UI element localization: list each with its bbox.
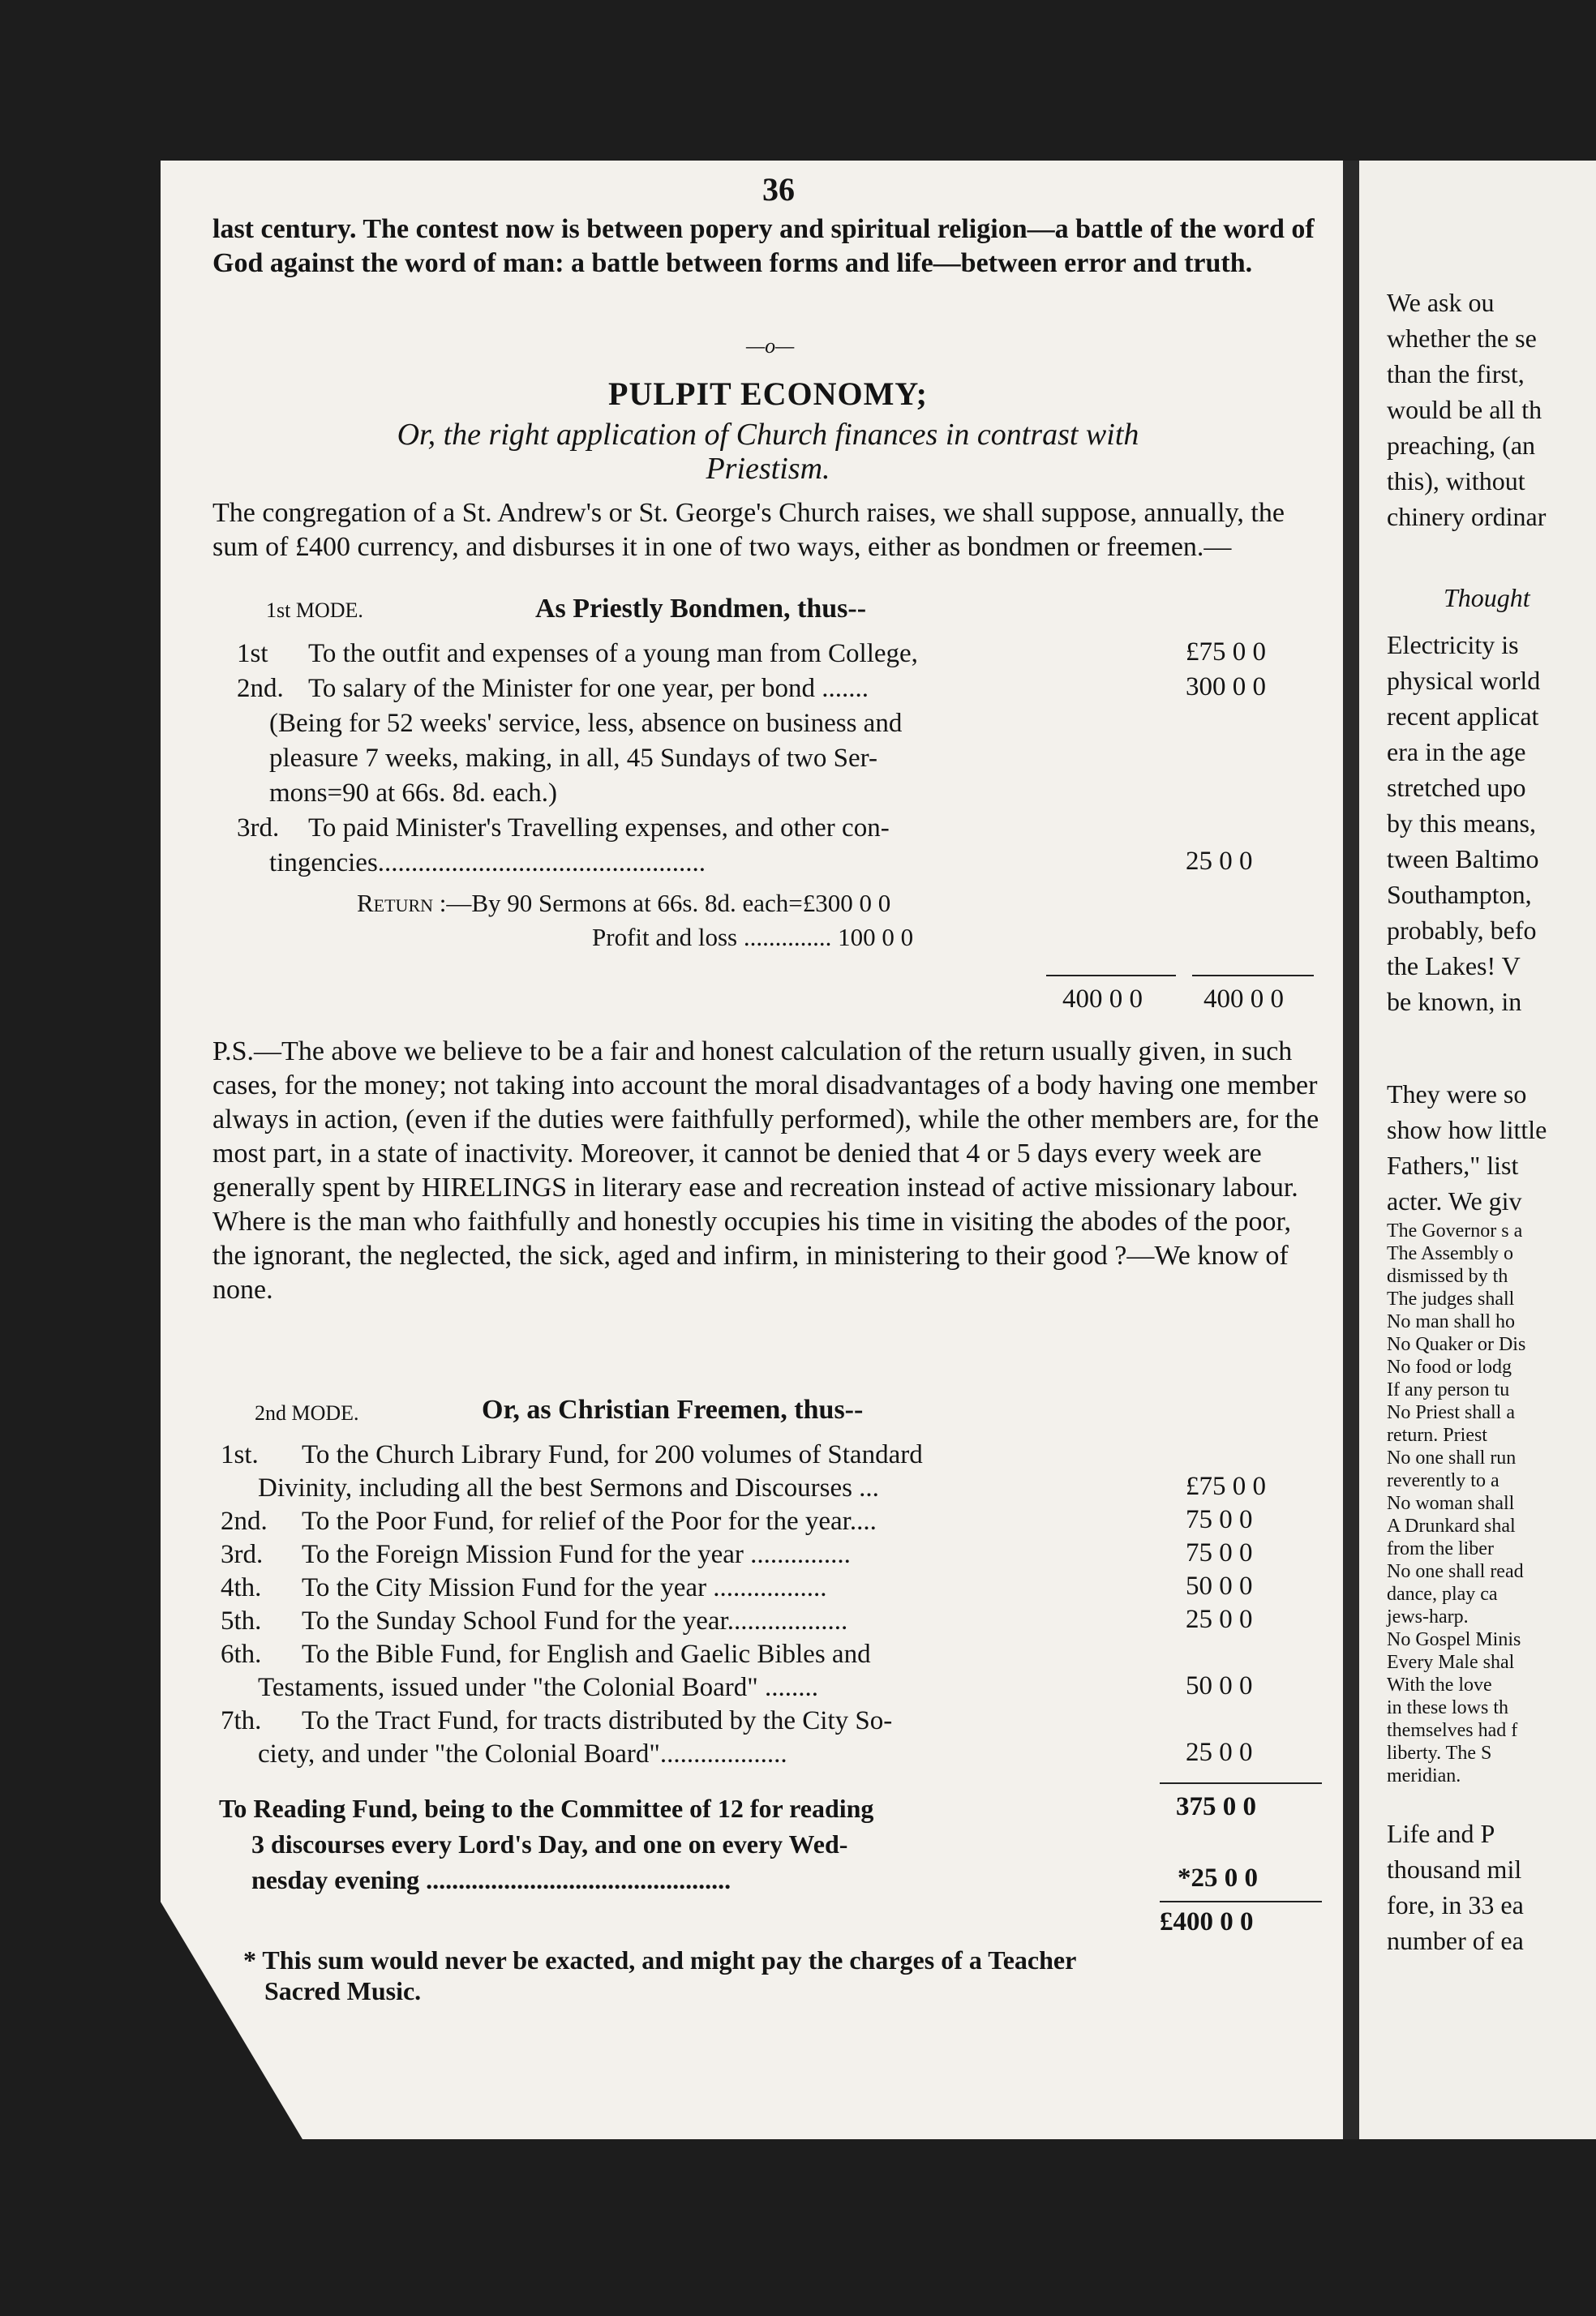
adjacent-small-line: If any person tu — [1387, 1379, 1510, 1400]
ledger-item-number: 5th. — [221, 1606, 262, 1636]
adjacent-small-line: Every Male shal — [1387, 1652, 1515, 1673]
footnote-line-2: Sacred Music. — [264, 1976, 422, 2005]
adjacent-small-line: No woman shall — [1387, 1493, 1515, 1514]
ledger-item-text: To the Poor Fund, for relief of the Poor for the year.... — [302, 1507, 877, 1536]
adjacent-small-line: No Quaker or Dis — [1387, 1334, 1526, 1355]
adjacent-heading: Thought — [1444, 583, 1530, 612]
adjacent-text-line: be known, in — [1387, 987, 1522, 1016]
adjacent-text-line: fore, in 33 ea — [1387, 1890, 1524, 1919]
ledger-item-text: To paid Minister's Travelling expenses, and other con- — [308, 813, 890, 843]
mode1-total-left: 400 0 0 — [1062, 984, 1143, 1014]
adjacent-text-line: physical world — [1387, 666, 1541, 695]
mode2-title: Or, as Christian Freemen, thus-- — [482, 1395, 864, 1425]
footnote-line-1: * This sum would never be exacted, and might pay the charges of a Teacher — [243, 1945, 1077, 1975]
ledger-item-text: To the Bible Fund, for English and Gaelic Bibles and — [302, 1640, 871, 1669]
ledger-rule — [1160, 1782, 1322, 1784]
adjacent-small-line: reverently to a — [1387, 1470, 1499, 1491]
adjacent-text-line: Fathers," list — [1387, 1151, 1519, 1180]
adjacent-text-line: would be all th — [1387, 395, 1542, 424]
ledger-item-number: 1st. — [221, 1440, 259, 1469]
adjacent-text-line: show how little — [1387, 1115, 1547, 1144]
ledger-item-amount: 50 0 0 — [1186, 1572, 1253, 1601]
adjacent-small-line: No man shall ho — [1387, 1311, 1515, 1332]
adjacent-text-line: Life and P — [1387, 1819, 1495, 1848]
adjacent-text-line: stretched upo — [1387, 773, 1526, 802]
return-label: Return — [357, 889, 434, 917]
adjacent-text-line: than the first, — [1387, 359, 1525, 388]
return-text: :—By 90 Sermons at 66s. 8d. each=£300 0 0 — [439, 889, 891, 917]
ledger-rule — [1192, 975, 1314, 976]
adjacent-text-line: thousand mil — [1387, 1855, 1522, 1884]
adjacent-text-line: tween Baltimo — [1387, 844, 1539, 873]
adjacent-text-line: by this means, — [1387, 808, 1536, 838]
adjacent-text-line: the Lakes! V — [1387, 951, 1521, 980]
ledger-item-number: 2nd. — [221, 1507, 268, 1536]
ledger-item-amount: 25 0 0 — [1186, 1605, 1253, 1634]
reading-fund-line-1: To Reading Fund, being to the Committee of 12 for reading — [219, 1794, 874, 1823]
opening-paragraph: The congregation of a St. Andrew's or St. George's Church raises, we shall suppose, annually, the sum of £400 currency, and disburses it in one of two ways, either as bondmen or freemen.— — [212, 498, 1285, 562]
ledger-item-text: To the Tract Fund, for tracts distributed by the City So- — [302, 1706, 893, 1735]
ledger-item-amount: 75 0 0 — [1186, 1505, 1253, 1534]
mode2-label: 2nd MODE. — [255, 1401, 359, 1425]
adjacent-text-line: Electricity is — [1387, 630, 1519, 659]
ledger-item-amount: 25 0 0 — [1186, 1738, 1253, 1767]
ledger-item-amount: 300 0 0 — [1186, 672, 1266, 701]
adjacent-text-line: They were so — [1387, 1079, 1527, 1109]
return-line — [357, 887, 890, 920]
mode1-label: 1st MODE. — [266, 598, 363, 622]
ledger-item-text: To the City Mission Fund for the year ................. — [302, 1573, 827, 1602]
ledger-item-text: (Being for 52 weeks' service, less, absence on business and — [269, 709, 903, 738]
mode1-total-right: 400 0 0 — [1203, 984, 1284, 1014]
adjacent-text-line: preaching, (an — [1387, 431, 1536, 460]
adjacent-text-line: We ask ou — [1387, 288, 1495, 317]
adjacent-text-line: acter. We giv — [1387, 1186, 1522, 1216]
ledger-rule — [1046, 975, 1176, 976]
adjacent-small-line: jews-harp. — [1387, 1606, 1469, 1628]
page-number: 36 — [762, 171, 795, 208]
ledger-item-text: To the Sunday School Fund for the year.................. — [302, 1606, 848, 1636]
adjacent-small-line: The Assembly o — [1387, 1243, 1513, 1264]
adjacent-small-line: meridian. — [1387, 1765, 1461, 1786]
reading-amount-2: *25 0 0 — [1178, 1864, 1258, 1893]
book-gutter — [1343, 161, 1359, 2139]
ledger-item-amount: 75 0 0 — [1186, 1538, 1253, 1568]
mode1-title: As Priestly Bondmen, thus-- — [535, 594, 867, 624]
reading-fund-line-2: 3 discourses every Lord's Day, and one on every Wed- — [251, 1829, 848, 1859]
ledger-item-text: To the Foreign Mission Fund for the year ............... — [302, 1540, 851, 1569]
adjacent-small-line: No one shall run — [1387, 1448, 1517, 1469]
ledger-item-text: pleasure 7 weeks, making, in all, 45 Sundays of two Ser- — [269, 744, 877, 773]
adjacent-text-line: era in the age — [1387, 737, 1526, 766]
adjacent-small-line: return. Priest — [1387, 1425, 1487, 1446]
adjacent-small-line: A Drunkard shal — [1387, 1516, 1516, 1537]
adjacent-small-line: liberty. The S — [1387, 1743, 1492, 1764]
article-subtitle-2: Priestism. — [706, 452, 830, 486]
profit-line: Profit and loss .............. 100 0 0 — [592, 923, 914, 951]
ledger-item-number: 2nd. — [237, 674, 284, 703]
adjacent-small-line: The Governor s a — [1387, 1220, 1523, 1242]
adjacent-text-line: number of ea — [1387, 1926, 1524, 1955]
postscript-paragraph: P.S.—The above we believe to be a fair and honest calculation of the return usually given, in such cases, for the money; not taking into account the moral disadvantages of a body having one member always in action, (even if the duties were faithfully performed), while the other members are, for the most part, in a state of inactivity. Moreover, it cannot be denied that 4 or 5 days every week are generally spent by HIRELINGS in literary ease and recreation instead of active missionary labour. Where is the man who faithfully and honestly occupies his time in visiting the abodes of the poor, the ignorant, the neglected, the sick, aged and infirm, in ministering to their good ?—We know of none. — [212, 1036, 1319, 1305]
ledger-rule — [1160, 1901, 1322, 1902]
ledger-item-text: ciety, and under "the Colonial Board"................... — [258, 1739, 787, 1769]
intro-paragraph: last century. The contest now is between popery and spiritual religion—a battle of the word of God against the word of man: a battle between forms and life—between error and truth. — [212, 214, 1315, 278]
adjacent-small-line: The judges shall — [1387, 1289, 1515, 1310]
article-subtitle-1: Or, the right application of Church finances in contrast with — [397, 418, 1139, 452]
adjacent-text-line: chinery ordinar — [1387, 502, 1547, 531]
ledger-item-amount: 50 0 0 — [1186, 1671, 1253, 1701]
article-title: PULPIT ECONOMY; — [608, 375, 928, 412]
adjacent-small-line: No food or lodg — [1387, 1357, 1512, 1378]
ledger-item-number: 3rd. — [221, 1540, 264, 1569]
ledger-item-text: Testaments, issued under "the Colonial Board" ........ — [258, 1673, 818, 1702]
ledger-item-number: 6th. — [221, 1640, 262, 1669]
adjacent-text-line: whether the se — [1387, 324, 1537, 353]
grand-total: £400 0 0 — [1160, 1907, 1254, 1936]
ledger-item-text: Divinity, including all the best Sermons and Discourses ... — [258, 1473, 879, 1503]
ledger-item-text: tingencies................................................. — [269, 848, 706, 877]
ledger-item-text: mons=90 at 66s. 8d. each.) — [269, 778, 557, 808]
ledger-item-text: To the outfit and expenses of a young man from College, — [308, 639, 918, 668]
adjacent-text-line: probably, befo — [1387, 916, 1537, 945]
ledger-item-number: 4th. — [221, 1573, 262, 1602]
section-separator: —o— — [746, 334, 795, 358]
adjacent-small-line: from the liber — [1387, 1538, 1494, 1559]
adjacent-text-line: this), without — [1387, 466, 1525, 495]
ledger-item-number: 7th. — [221, 1706, 262, 1735]
adjacent-small-line: No one shall read — [1387, 1561, 1524, 1582]
ledger-item-number: 1st — [237, 639, 268, 668]
adjacent-small-line: No Gospel Minis — [1387, 1629, 1521, 1650]
ledger-item-text: To salary of the Minister for one year, per bond ....... — [308, 674, 869, 703]
ledger-item-amount: 25 0 0 — [1186, 847, 1253, 876]
adjacent-small-line: With the love — [1387, 1675, 1492, 1696]
reading-amount-1: 375 0 0 — [1176, 1792, 1256, 1821]
ledger-item-amount: £75 0 0 — [1186, 1472, 1266, 1501]
adjacent-small-line: dance, play ca — [1387, 1584, 1498, 1605]
adjacent-text-line: recent applicat — [1387, 701, 1539, 731]
ledger-item-text: To the Church Library Fund, for 200 volumes of Standard — [302, 1440, 923, 1469]
reading-fund-line-3: nesday evening ............................................... — [251, 1865, 732, 1894]
adjacent-small-line: in these lows th — [1387, 1697, 1508, 1718]
adjacent-small-line: dismissed by th — [1387, 1266, 1508, 1287]
ledger-item-amount: £75 0 0 — [1186, 637, 1266, 667]
adjacent-small-line: No Priest shall a — [1387, 1402, 1515, 1423]
adjacent-small-line: themselves had f — [1387, 1720, 1518, 1741]
adjacent-text-line: Southampton, — [1387, 880, 1532, 909]
ledger-item-number: 3rd. — [237, 813, 280, 843]
